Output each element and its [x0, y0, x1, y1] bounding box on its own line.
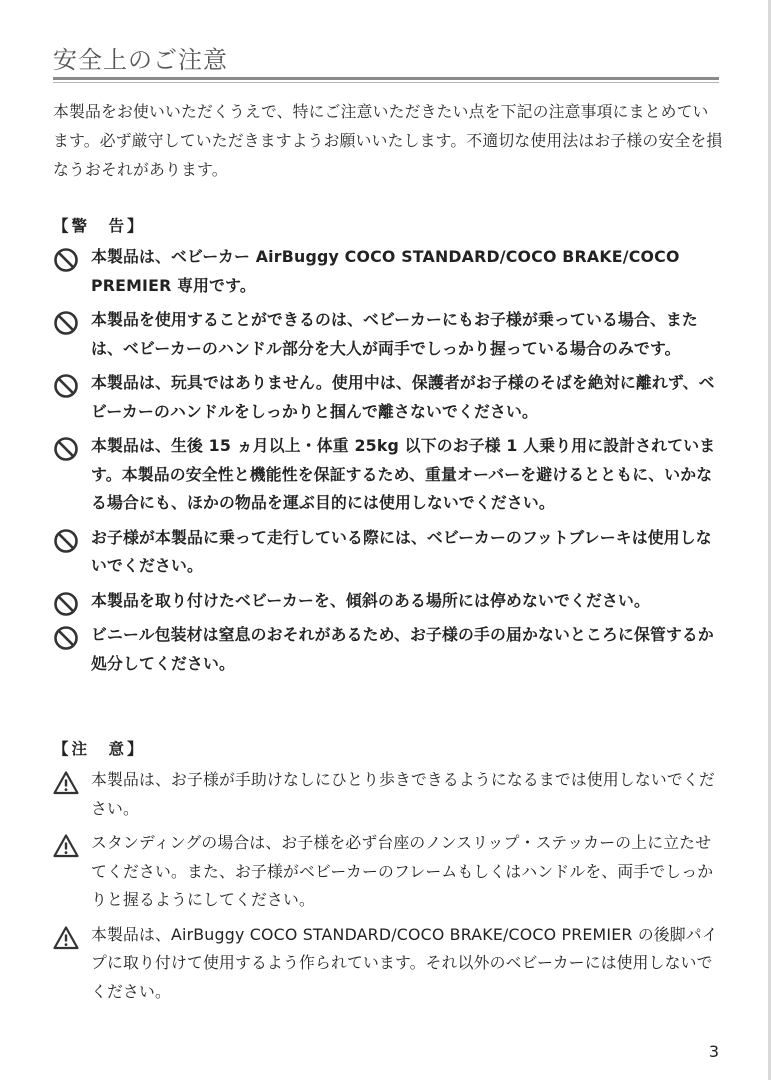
warning-text: 本製品を使用することができるのは、ベビーカーにもお子様が乗っている場合、または、ベビーカーのハンドル部分を大人が両手でしっかり握っている場合のみです。: [91, 310, 698, 358]
caution-item: [53, 829, 725, 915]
page-title: 安全上のご注意: [53, 46, 228, 74]
warning-triangle-icon: [53, 770, 79, 796]
warning-text: 本製品は、ベビーカー AirBuggy COCO STANDARD/COCO BRAKE/COCO PREMIER 専用です。: [91, 247, 680, 295]
caution-text: 本製品は、AirBuggy COCO STANDARD/COCO BRAKE/COCO PREMIER の後脚パイプに取り付けて使用するよう作られています。それ以外のベビーカーには使用しないでください。: [91, 924, 718, 1001]
warning-section-label: 【警 告】: [53, 217, 146, 235]
warning-list: [53, 243, 725, 684]
caution-item: [53, 766, 725, 823]
warning-text: お子様が本製品に乗って走行している際には、ベビーカーのフットブレーキは使用しないでください。: [91, 527, 712, 575]
caution-section-label: 【注 意】: [53, 740, 146, 758]
caution-text: 本製品は、お子様が手助けなしにひとり歩きできるようになるまでは使用しないでください。: [91, 770, 715, 818]
intro-paragraph: 本製品をお使いいただくうえで、特にご注意いただきたい点を下記の注意事項にまとめています。必ず厳守していただきますようお願いいたします。不適切な使用法はお子様の安全を損なうおそれがあります。: [53, 102, 723, 179]
warning-text: 本製品を取り付けたベビーカーを、傾斜のある場所には停めないでください。: [91, 590, 650, 610]
caution-text: スタンディングの場合は、お子様を必ず台座のノンスリップ・ステッカーの上に立たせてください。また、お子様がベビーカーのフレームもしくはハンドルを、両手でしっかりと握るようにしてください。: [91, 833, 714, 909]
warning-text: 本製品は、玩具ではありません。使用中は、保護者がお子様のそばを絶対に離れず、ベビーカーのハンドルをしっかりと掴んで離さないでください。: [91, 373, 715, 421]
prohibition-icon: [53, 310, 79, 336]
page-number: 3: [708, 1042, 719, 1061]
warning-triangle-icon: [53, 833, 79, 859]
prohibition-icon: [53, 373, 79, 399]
warning-item: [53, 524, 725, 581]
prohibition-icon: [53, 591, 79, 617]
prohibition-icon: [53, 247, 79, 273]
warning-item: [53, 432, 725, 518]
title-underline: [53, 77, 719, 80]
warning-item: [53, 621, 725, 678]
warning-text: ビニール包装材は窒息のおそれがあるため、お子様の手の届かないところに保管するか処分してください。: [91, 625, 714, 673]
warning-item: [53, 243, 725, 300]
warning-item: [53, 587, 725, 616]
warning-triangle-icon: [53, 925, 79, 951]
warning-item: [53, 369, 725, 426]
prohibition-icon: [53, 436, 79, 462]
title-underline-thin: [53, 82, 719, 83]
prohibition-icon: [53, 528, 79, 554]
warning-item: [53, 306, 725, 363]
caution-list: [53, 766, 725, 1012]
prohibition-icon: [53, 625, 79, 651]
warning-text: 本製品は、生後 15 ヵ月以上・体重 25kg 以下のお子様 1 人乗り用に設計されています。本製品の安全性と機能性を保証するため、重量オーバーを避けるとともに、いかなる場合にも、ほかの物品を運ぶ目的には使用しないでください。: [91, 436, 716, 512]
caution-item: [53, 921, 725, 1007]
